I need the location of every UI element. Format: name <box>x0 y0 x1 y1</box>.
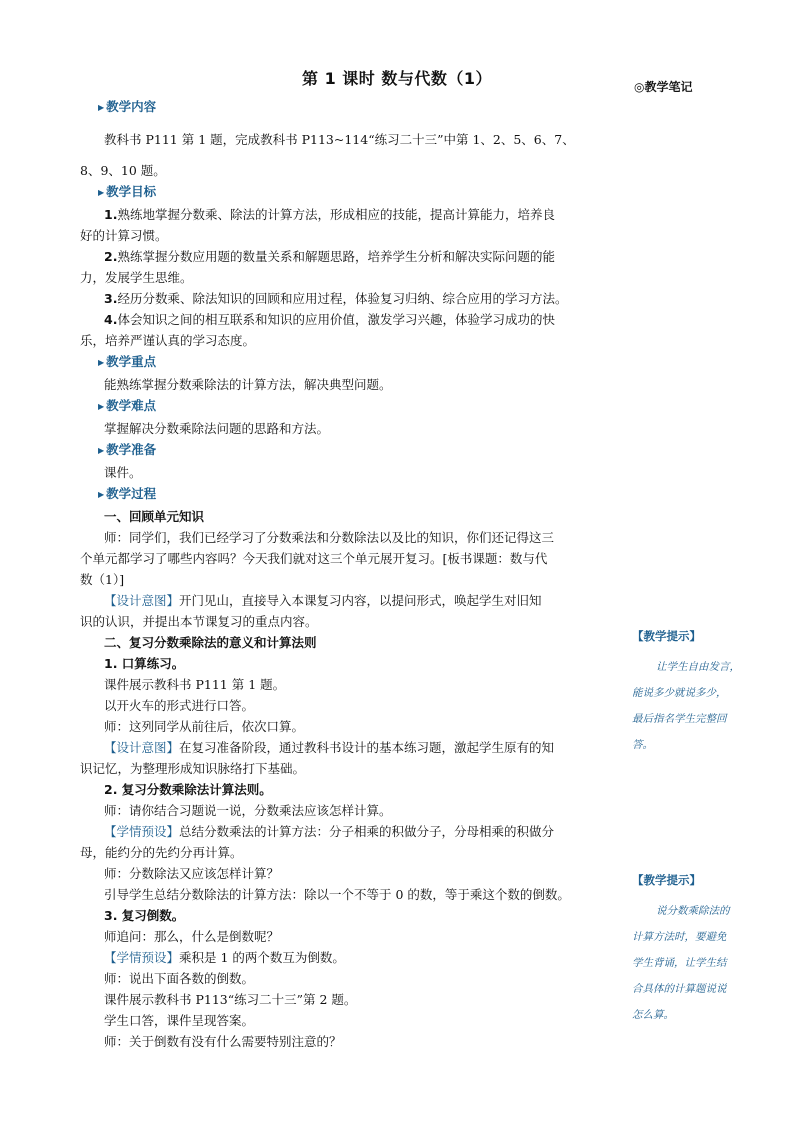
focus-text: 能熟练掌握分数乘除法的计算方法，解决典型问题。 <box>104 377 392 392</box>
triangle-bullet-icon: ▶ <box>98 402 105 411</box>
step2-line: 师：分数除法又应该怎样计算？ <box>104 866 280 881</box>
design-intent-tag: 【设计意图】 <box>104 740 180 755</box>
teaching-tip-title: 【教学提示】 <box>632 873 701 887</box>
step1-line: 师：这列同学从前往后，依次口算。 <box>104 719 305 734</box>
triangle-bullet-icon: ▶ <box>98 188 105 197</box>
goal-line: 1.熟练地掌握分数乘、除法的计算方法，形成相应的技能，提高计算能力，培养良 <box>104 207 555 222</box>
prep-text: 课件。 <box>104 465 142 480</box>
page-title: 第 1 课时 数与代数（1） <box>302 69 492 88</box>
step2-line: 师：请你结合习题说一说，分数乘法应该怎样计算。 <box>104 803 392 818</box>
design-intent-line: 【设计意图】在复习准备阶段，通过教科书设计的基本练习题，激起学生原有的知 <box>104 740 555 755</box>
step3-heading: 3. 复习倒数。 <box>104 908 185 923</box>
design-intent-tag: 【设计意图】 <box>104 593 180 608</box>
section-teaching-process: ▶ 教学过程 <box>98 486 157 501</box>
preset-line: 【学情预设】乘积是 1 的两个数互为倒数。 <box>104 950 345 965</box>
goal-line: 2.熟练掌握分数应用题的数量关系和解题思路，培养学生分析和解决实际问题的能 <box>104 249 555 264</box>
step3-line: 师：关于倒数有没有什么需要特别注意的？ <box>104 1034 342 1049</box>
step3-line: 学生口答，课件呈现答案。 <box>104 1013 255 1028</box>
step3-line: 师：说出下面各数的倒数。 <box>104 971 255 986</box>
preset-line: 母，能约分的先约分再计算。 <box>80 845 243 860</box>
teaching-tip-title: 【教学提示】 <box>632 629 701 643</box>
preset-line: 【学情预设】总结分数乘法的计算方法：分子相乘的积做分子，分母相乘的积做分 <box>104 824 555 839</box>
step1-heading: 1. 口算练习。 <box>104 656 185 671</box>
goal-line: 4.体会知识之间的相互联系和知识的应用价值，激发学习兴趣，体验学习成功的快 <box>104 312 555 327</box>
goal-line: 力，发展学生思维。 <box>80 270 193 285</box>
section-teaching-prep: ▶ 教学准备 <box>98 442 157 457</box>
teaching-tip-box <box>632 872 762 1028</box>
section-teaching-focus: ▶ 教学重点 <box>98 354 157 369</box>
step3-line: 师追问：那么，什么是倒数呢？ <box>104 929 280 944</box>
part2-heading: 二、复习分数乘除法的意义和计算法则 <box>104 635 317 650</box>
preset-tag: 【学情预设】 <box>104 824 180 839</box>
teaching-tip-box <box>632 628 762 758</box>
design-intent-line: 【设计意图】开门见山，直接导入本课复习内容，以提问形式，唤起学生对旧知 <box>104 593 542 608</box>
section-teaching-difficulty: ▶ 教学难点 <box>98 398 157 413</box>
design-intent-line: 识记忆，为整理形成知识脉络打下基础。 <box>80 761 306 776</box>
triangle-bullet-icon: ▶ <box>98 103 105 112</box>
goal-line: 好的计算习惯。 <box>80 228 168 243</box>
goal-line: 3.经历分数乘、除法知识的回顾和应用过程，体验复习归纳、综合应用的学习方法。 <box>104 291 568 306</box>
section-teaching-goals: ▶ 教学目标 <box>98 184 157 199</box>
step1-line: 以开火车的形式进行口答。 <box>104 698 255 713</box>
triangle-bullet-icon: ▶ <box>98 446 105 455</box>
difficulty-text: 掌握解决分数乘除法问题的思路和方法。 <box>104 421 330 436</box>
part1-heading: 一、回顾单元知识 <box>104 509 205 524</box>
step2-line: 引导学生总结分数除法的计算方法：除以一个不等于 0 的数，等于乘这个数的倒数。 <box>104 887 570 902</box>
triangle-bullet-icon: ▶ <box>98 358 105 367</box>
content-line: 教科书 P111 第 1 题，完成教科书 P113~114“练习二十三”中第 1、2、5、6、7、 <box>104 132 575 147</box>
teacher-line: 个单元都学习了哪些内容吗？今天我们就对这三个单元展开复习。[板书课题：数与代 <box>80 551 548 566</box>
preset-tag: 【学情预设】 <box>104 950 180 965</box>
teacher-line: 数（1）] <box>80 572 125 587</box>
step2-heading: 2. 复习分数乘除法计算法则。 <box>104 782 272 797</box>
design-intent-line: 识的认识，并提出本节课复习的重点内容。 <box>80 614 318 629</box>
teaching-notes-heading: ◎教学笔记 <box>634 80 693 94</box>
teaching-tip-body: 让学生自由发言， 能说多少就说多少， 最后指名学生完整回 答。 <box>632 661 740 751</box>
triangle-bullet-icon: ▶ <box>98 490 105 499</box>
goal-line: 乐，培养严谨认真的学习态度。 <box>80 333 256 348</box>
teaching-tip-body: 说分数乘除法的 计算方法时，要避免 学生背诵，让学生结 合具体的计算题说说 怎么算。 <box>632 905 730 1021</box>
section-teaching-content: ▶ 教学内容 <box>98 99 157 114</box>
step1-line: 课件展示教科书 P111 第 1 题。 <box>104 677 286 692</box>
teacher-line: 师：同学们，我们已经学习了分数乘法和分数除法以及比的知识，你们还记得这三 <box>104 530 555 545</box>
lesson-body <box>80 96 608 1052</box>
step3-line: 课件展示教科书 P113“练习二十三”第 2 题。 <box>104 992 357 1007</box>
content-line: 8、9、10 题。 <box>80 163 166 178</box>
